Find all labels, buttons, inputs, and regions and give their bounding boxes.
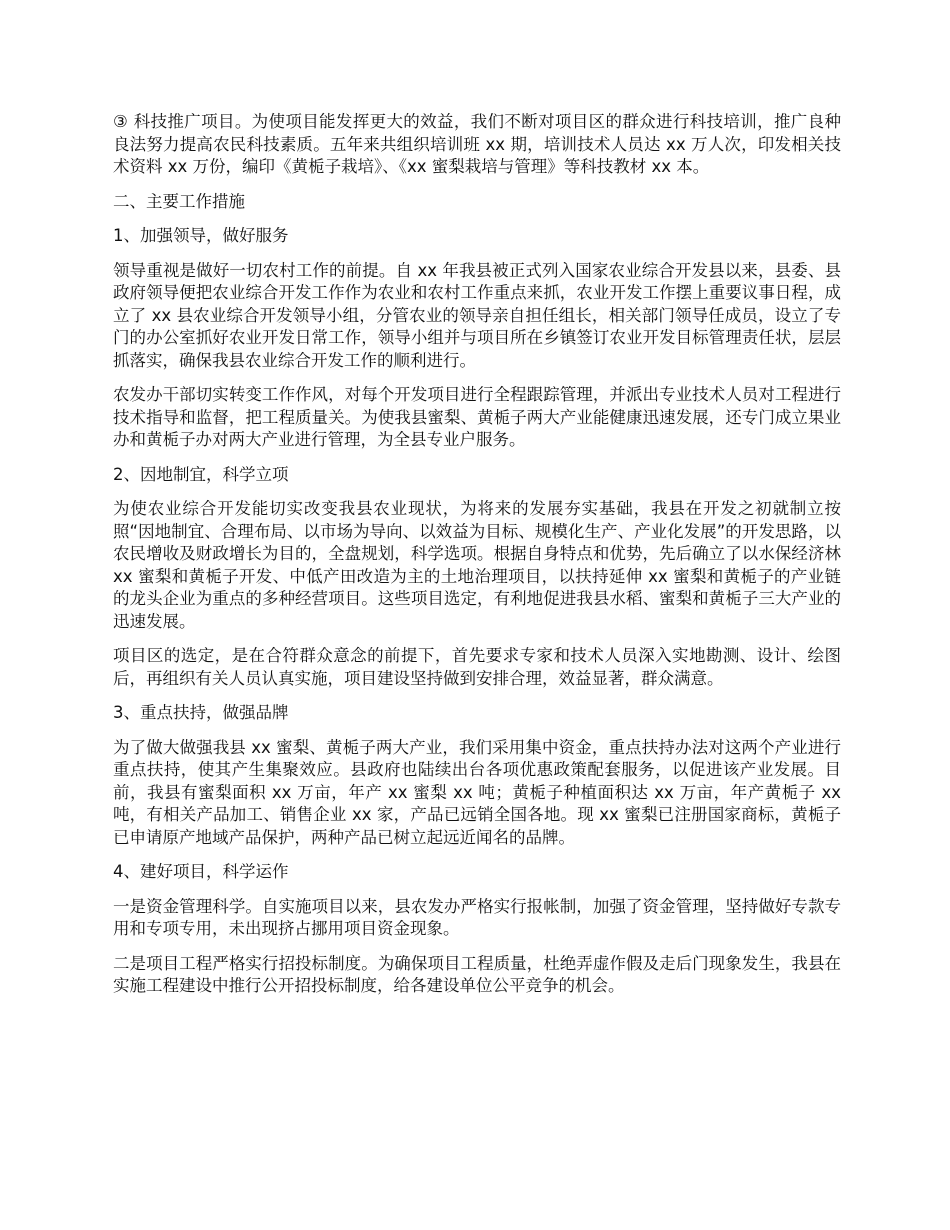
paragraph-leadership: 领导重视是做好一切农村工作的前提。自 xx 年我县被正式列入国家农业综合开发县以来，县委、县政府领导便把农业综合开发工作作为农业和农村工作重点来抓，农业开发工作摆上重要议事日程，成立了 xx 县农业综合开发领导小组，分管农业的领导亲自担任组长，相关部门领导任成员，设立了专门的办公室抓好农业开发日常工作，领导小组并与项目所在乡镇签订农业开发目标管理责任状，层层抓落实，确保我县农业综合开发工作的顺利进行。 xyxy=(113,260,841,370)
paragraph-work-style: 农发办干部切实转变工作作风，对每个开发项目进行全程跟踪管理，并派出专业技术人员对工程进行技术指导和监督，把工程质量关。为使我县蜜梨、黄栀子两大产业能健康迅速发展，还专门成立果业办和黄栀子办对两大产业进行管理，为全县专业户服务。 xyxy=(113,385,841,449)
subheading-key-support: 3、重点扶持，做强品牌 xyxy=(113,703,289,722)
subheading-leadership: 1、加强领导，做好服务 xyxy=(113,226,289,245)
subheading-local-conditions: 2、因地制宜，科学立项 xyxy=(113,464,289,484)
paragraph-project-area: 项目区的选定，是在合符群众意念的前提下，首先要求专家和技术人员深入实地勘测、设计、绘图后，再组织有关人员认真实施，项目建设坚持做到安排合理，效益显著，群众满意。 xyxy=(113,646,841,688)
paragraph-project-selection: 为使农业综合开发能切实改变我县农业现状，为将来的发展夯实基础，我县在开发之初就制立按照“因地制宜、合理布局、以市场为导向、以效益为目标、规模化生产、产业化发展”的开发思路，以农民增收及财政增长为目的，全盘规划，科学选项。根据自身特点和优势，先后确立了以水保经济林 xx 蜜梨和黄栀子开发、中低产田改造为主的土地治理项目，以扶持延伸 xx 蜜梨和黄栀子的产业链的龙头企业为重点的多种经营项目。这些项目选定，有利地促进我县水稻、蜜梨和黄栀子三大产业的迅速发展。 xyxy=(113,499,841,631)
paragraph-bidding: 二是项目工程严格实行招投标制度。为确保项目工程质量，杜绝弄虚作假及走后门现象发生，我县在实施工程建设中推行公开招投标制度，给各建设单位公平竞争的机会。 xyxy=(113,953,841,995)
document-page xyxy=(113,111,841,1010)
subheading-project-operation: 4、建好项目，科学运作 xyxy=(113,862,289,881)
paragraph-tech-promotion: ③ 科技推广项目。为使项目能发挥更大的效益，我们不断对项目区的群众进行科技培训，推广良种良法努力提高农民科技素质。五年来共组织培训班 xx 期，培训技术人员达 xx 万人次，印发相关技术资料 xx 万份，编印《黄栀子栽培》、《xx 蜜梨栽培与管理》等科技教材 xx 本。 xyxy=(113,112,841,176)
section-heading-main-measures: 二、主要工作措施 xyxy=(113,191,245,211)
paragraph-fund-management: 一是资金管理科学。自实施项目以来，县农发办严格实行报帐制，加强了资金管理，坚持做好专款专用和专项专用，未出现挤占挪用项目资金现象。 xyxy=(113,896,841,938)
paragraph-brand: 为了做大做强我县 xx 蜜梨、黄栀子两大产业，我们采用集中资金，重点扶持办法对这两个产业进行重点扶持，使其产生集聚效应。县政府也陆续出台各项优惠政策配套服务，以促进该产业发展。目前，我县有蜜梨面积 xx 万亩，年产 xx 蜜梨 xx 吨；黄栀子种植面积达 xx 万亩，年产黄栀子 xx 吨，有相关产品加工、销售企业 xx 家，产品已远销全国各地。现 xx 蜜梨已注册国家商标，黄栀子已申请原产地域产品保护，两种产品已树立起远近闻名的品牌。 xyxy=(113,737,841,847)
